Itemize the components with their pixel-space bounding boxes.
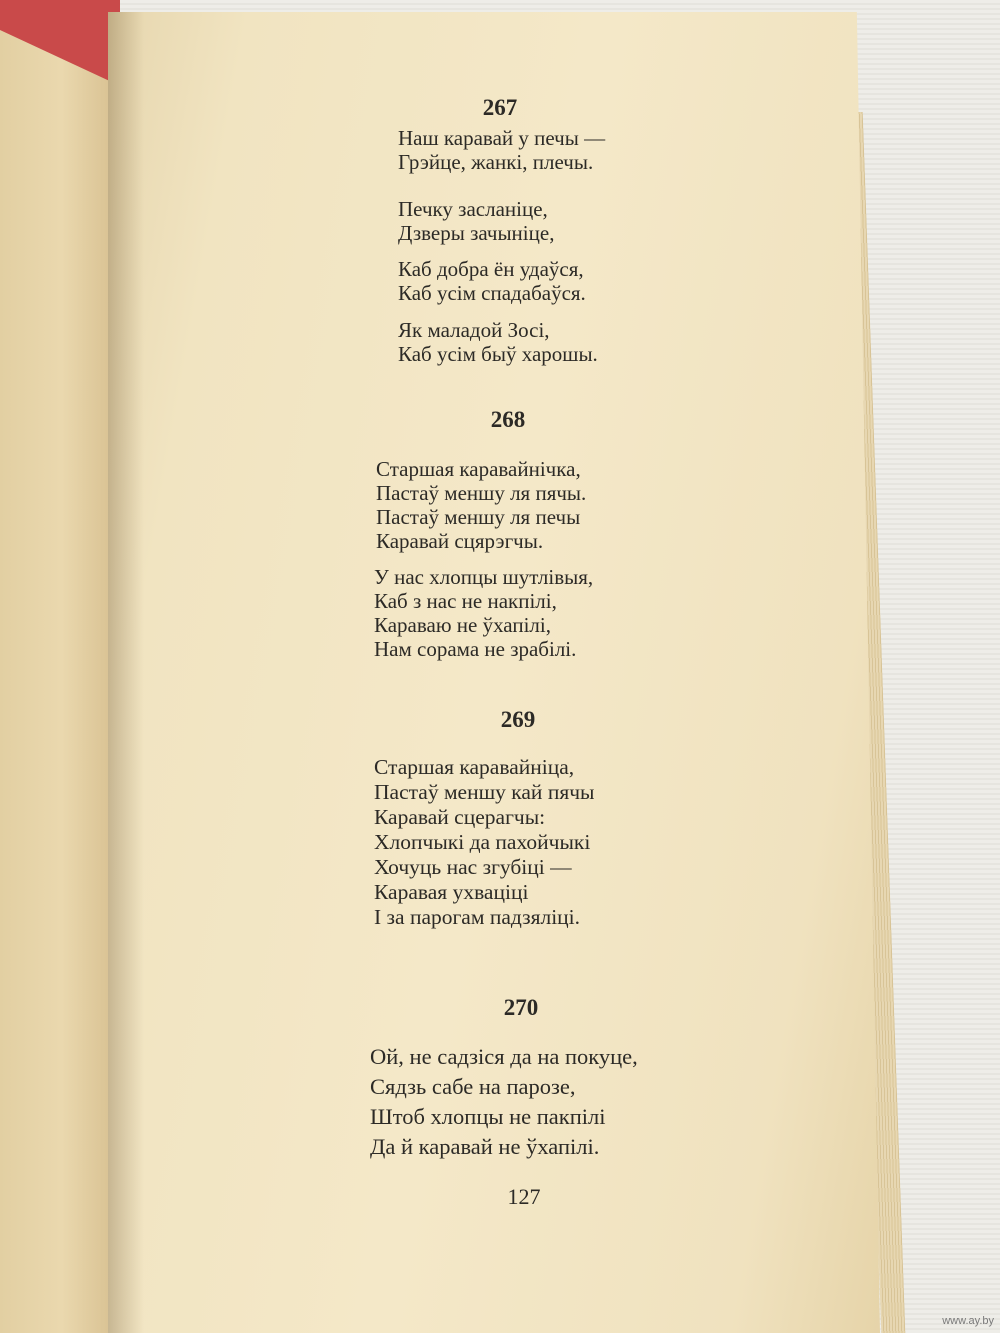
verse-line: Штоб хлопцы не пакпілі (370, 1104, 606, 1129)
verse-line: Грэйце, жанкі, плечы. (398, 150, 594, 174)
watermark: www.ay.by (942, 1315, 994, 1327)
verse-line: Старшая каравайнічка, (376, 457, 581, 481)
verse-line: Караваю не ўхапілі, (374, 613, 551, 637)
verse-line: Каравая ухваціці (374, 880, 529, 904)
verse-line: Нам сорама не зрабілі. (374, 637, 577, 661)
verse-line: Да й каравай не ўхапілі. (370, 1134, 600, 1159)
verse-line: Пастаў меншу кай пячы (374, 780, 595, 804)
verse-line: Ой, не садзіся да на покуце, (370, 1044, 638, 1069)
verse-line: Дзверы зачыніце, (398, 221, 555, 245)
poem-number-267: 267 (482, 95, 518, 120)
verse-line: Печку засланіце, (398, 197, 548, 221)
verse-line: Каб усім быў харошы. (398, 342, 598, 366)
verse-line: Старшая каравайніца, (374, 755, 575, 779)
stanza (398, 197, 554, 245)
verse-line: У нас хлопцы шутлівыя, (374, 565, 594, 589)
verse-line: Хочуць нас згубіці — (374, 855, 572, 879)
verse-line: Каб усім спадабаўся. (398, 281, 586, 305)
stanza (376, 457, 586, 553)
verse-line: Наш каравай у печы — (398, 126, 606, 150)
stanza (398, 318, 598, 366)
verse-line: Каравай сцерагчы: (374, 805, 546, 829)
verse-line: Каб добра ён удаўся, (398, 257, 584, 281)
poem-number-269: 269 (500, 707, 536, 732)
verse-line: Каравай сцярэгчы. (376, 529, 544, 553)
verse-line: Хлопчыкі да пахойчыкі (374, 830, 591, 854)
verse-line: Пастаў меншу ля пячы. (376, 481, 587, 505)
verse-line: І за парогам падзяліці. (374, 905, 581, 929)
stanza (374, 755, 594, 930)
poem-number-270: 270 (503, 995, 539, 1020)
verse-line: Пастаў меншу ля печы (376, 505, 581, 529)
stanza (398, 126, 605, 174)
stanza (374, 565, 593, 661)
poem-number-268: 268 (490, 407, 526, 432)
verse-line: Каб з нас не накпілі, (374, 589, 557, 613)
verse-line: Як маладой Зосі, (398, 318, 550, 342)
page-number: 127 (507, 1184, 541, 1209)
verse-line: Сядзь сабе на парозе, (370, 1074, 576, 1099)
stanza (398, 257, 586, 305)
stanza (370, 1042, 638, 1162)
